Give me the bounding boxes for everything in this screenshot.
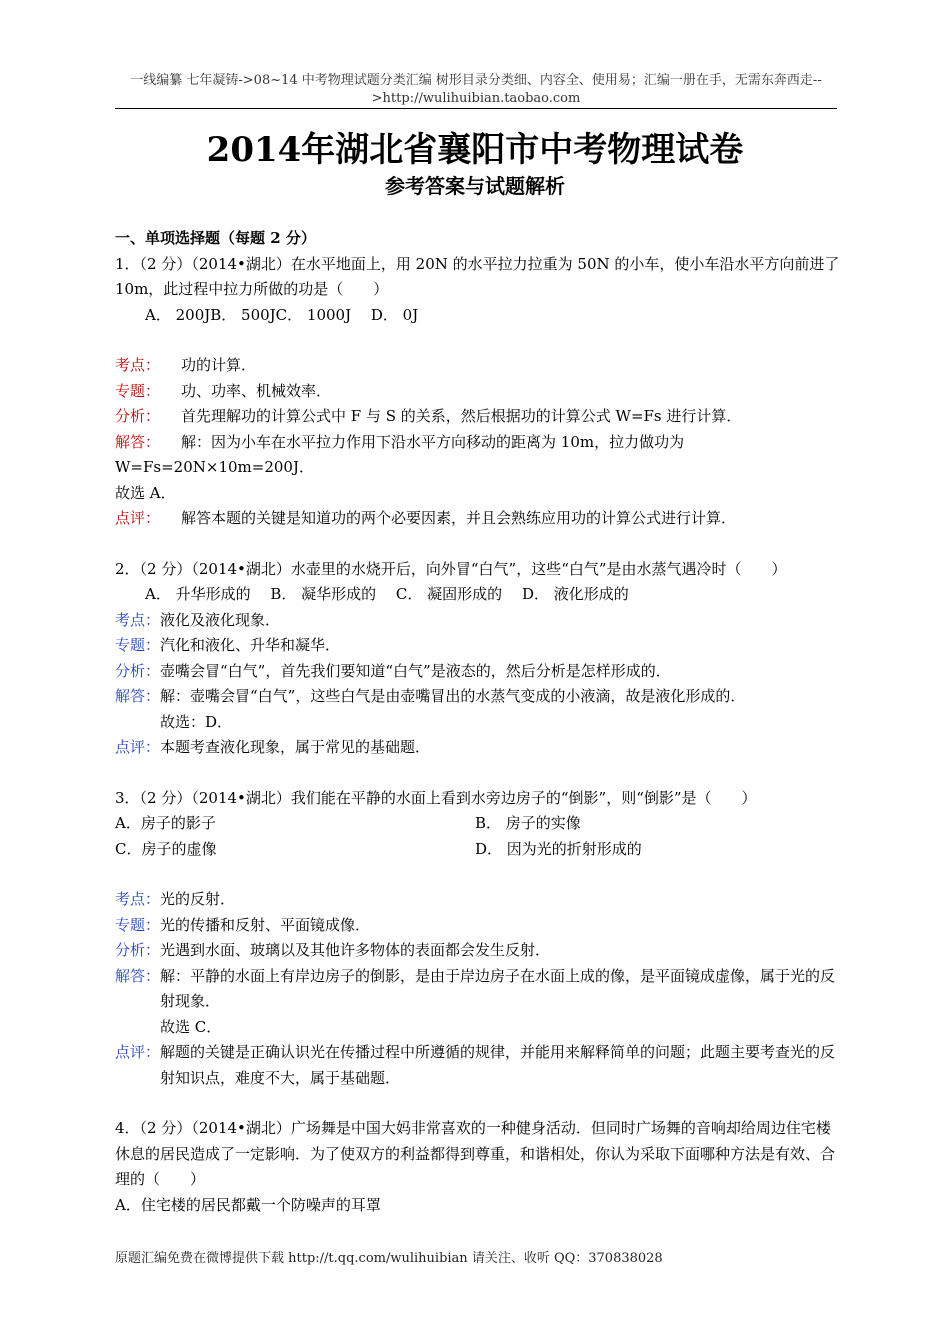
fenxi-text: 壶嘴会冒“白气”，首先我们要知道“白气”是液态的，然后分析是怎样形成的． <box>160 661 671 680</box>
zhuanti-text: 光的传播和反射、平面镜成像． <box>160 915 371 934</box>
question-4 <box>115 1116 840 1218</box>
page-header <box>115 72 837 108</box>
header-line-2: >http://wulihuibian.taobao.com <box>371 91 581 106</box>
fenxi-label: 分析： <box>115 407 161 425</box>
option-a: A．房子的影子 <box>115 814 216 832</box>
question-options <box>115 811 840 862</box>
fenxi-label: 分析： <box>115 941 161 959</box>
question-1 <box>115 252 840 532</box>
question-3 <box>115 786 840 1092</box>
section-heading: 一、单项选择题（每题 2 分） <box>115 229 316 247</box>
kaodian-text: 液化及液化现象． <box>160 610 281 629</box>
zhuanti-label: 专题： <box>115 636 161 654</box>
question-stem: 2．（2 分）（2014•湖北）水壶里的水烧开后，向外冒“白气”，这些“白气”是由水蒸气遇冷时（ ） <box>115 559 787 578</box>
fenxi-label: 分析： <box>115 661 161 680</box>
page-footer: 原题汇编免费在微博提供下载 http://t.qq.com/wulihuibian 请关注、收听 QQ：370838028 <box>115 1251 663 1266</box>
document-title: 2014年湖北省襄阳市中考物理试卷 <box>206 130 744 170</box>
fenxi-text: 光遇到水面、玻璃以及其他许多物体的表面都会发生反射． <box>160 941 551 959</box>
question-stem: 1．（2 分）（2014•湖北）在水平地面上，用 20N 的水平拉力拉重为 50N 的小车，使小车沿水平方向前进了 10m，此过程中拉力所做的功是（ ） <box>115 254 840 298</box>
jieda-answer: 故选：D． <box>160 712 233 731</box>
dianping-text: 本题考查液化现象，属于常见的基础题． <box>160 738 431 756</box>
jieda-label: 解答： <box>115 966 161 985</box>
dianping-label: 点评： <box>115 738 161 756</box>
option-b: B． 房子的实像 <box>475 814 581 832</box>
jieda-text: 解：因为小车在水平拉力作用下沿水平方向移动的距离为 10m，拉力做功为 <box>181 432 685 451</box>
document-subtitle: 参考答案与试题解析 <box>385 174 565 198</box>
kaodian-label: 考点： <box>115 610 161 629</box>
zhuanti-label: 专题： <box>115 381 161 400</box>
question-options: A． 升华形成的 B． 凝华形成的 C． 凝固形成的 D． 液化形成的 <box>145 585 629 603</box>
kaodian-label: 考点： <box>115 890 161 908</box>
dianping-text: 解题的关键是正确认识光在传播过程中所遵循的规律，并能用来解释简单的问题；此题主要考查光的反射知识点，难度不大，属于基础题． <box>160 1043 836 1087</box>
jieda-text: 解：平静的水面上有岸边房子的倒影，是由于岸边房子在水面上成的像，是平面镜成虚像，属于光的反射现象． <box>160 966 836 1010</box>
dianping-text: 解答本题的关键是知道功的两个必要因素，并且会熟练应用功的计算公式进行计算． <box>181 509 737 527</box>
question-2 <box>115 557 840 761</box>
question-stem: 4．（2 分）（2014•湖北）广场舞是中国大妈非常喜欢的一种健身活动．但同时广场舞的音响却给周边住宅楼休息的居民造成了一定影响．为了使双方的利益都得到尊重，和谐相处，你认为采取下面哪种方法是有效、合理的（ ） <box>115 1119 836 1188</box>
jieda-answer: 故选 A． <box>115 483 176 502</box>
zhuanti-text: 功、功率、机械效率． <box>181 381 332 400</box>
jieda-text: 解：壶嘴会冒“白气”，这些白气是由壶嘴冒出的水蒸气变成的小液滴，故是液化形成的． <box>160 687 746 705</box>
option-a: A．住宅楼的居民都戴一个防噪声的耳罩 <box>115 1195 381 1214</box>
option-d: D． 因为光的折射形成的 <box>475 839 642 858</box>
zhuanti-label: 专题： <box>115 915 161 934</box>
header-divider <box>115 108 837 109</box>
zhuanti-text: 汽化和液化、升华和凝华． <box>160 636 341 654</box>
jieda-answer: 故选 C． <box>160 1017 222 1036</box>
jieda-label: 解答： <box>115 687 161 705</box>
kaodian-text: 光的反射． <box>160 890 236 908</box>
fenxi-text: 首先理解功的计算公式中 F 与 S 的关系，然后根据功的计算公式 W=Fs 进行计算． <box>181 407 742 425</box>
kaodian-label: 考点： <box>115 356 161 374</box>
document-body <box>115 226 840 1218</box>
option-c: C．房子的虚像 <box>115 839 217 858</box>
jieda-formula: W=Fs=20N×10m=200J． <box>115 458 314 476</box>
header-line-1: 一线编纂 七年凝铸->08~14 中考物理试题分类汇编 树形目录分类细、内容全、使用易；汇编一册在手，无需东奔西走-- <box>130 73 822 88</box>
jieda-label: 解答： <box>115 432 161 451</box>
question-stem: 3．（2 分）（2014•湖北）我们能在平静的水面上看到水旁边房子的“倒影”，则“倒影”是（ ） <box>115 788 757 807</box>
dianping-label: 点评： <box>115 1043 161 1061</box>
question-options: A． 200JB． 500JC． 1000J D． 0J <box>145 305 419 324</box>
dianping-label: 点评： <box>115 509 161 527</box>
kaodian-text: 功的计算． <box>181 356 257 374</box>
